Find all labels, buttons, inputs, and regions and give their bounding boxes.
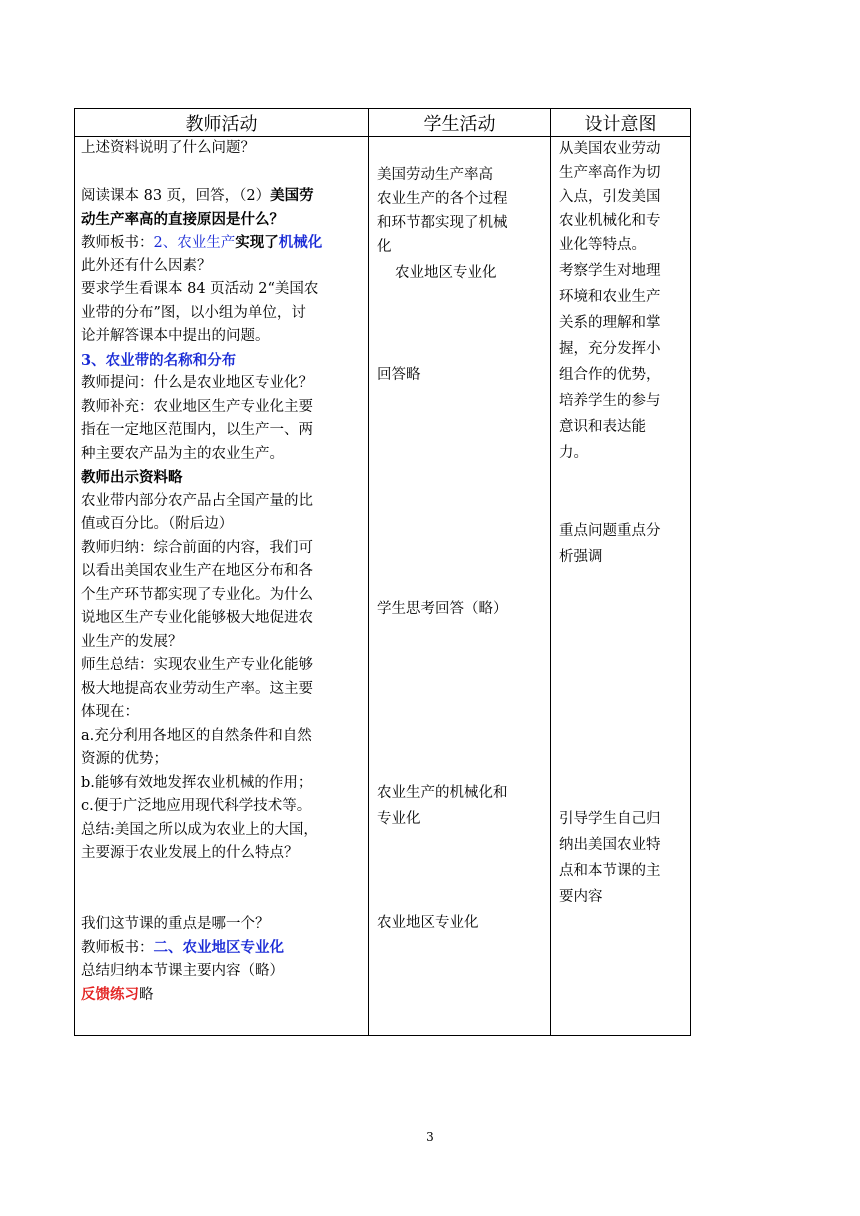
page-number: 3 <box>426 1130 434 1144</box>
student-line: 农业地区专业化 <box>377 915 479 931</box>
student-line: 农业生产的机械化和 <box>377 785 508 801</box>
teacher-line: 动生产率高的直接原因是什么？ <box>81 210 284 228</box>
teacher-line: 极大地提高农业劳动生产率。这主要 <box>81 680 313 697</box>
student-activity-cell <box>369 137 551 1036</box>
table-body-row <box>75 137 691 1036</box>
header-student-activity: 学生活动 <box>369 109 551 137</box>
teacher-line <box>81 184 364 208</box>
header-teacher-activity: 教师活动 <box>75 109 369 137</box>
lesson-plan-table <box>74 108 691 1036</box>
teacher-bold-text: 实现了 <box>235 234 279 251</box>
teacher-line: 总结:美国之所以成为农业上的大国， <box>81 821 318 838</box>
teacher-bold-text: 美国劳 <box>270 187 314 204</box>
teacher-line: 上述资料说明了什么问题？ <box>81 140 255 156</box>
teacher-line: 教师提问：什么是农业地区专业化？ <box>81 375 313 391</box>
teacher-line <box>81 983 364 1007</box>
student-line: 农业地区专业化 <box>395 265 497 281</box>
teacher-line: 教师归纳：综合前面的内容，我们可 <box>81 539 313 556</box>
intent-line: 考察学生对地理 <box>559 263 661 279</box>
intent-line: 农业机械化和专 <box>559 213 661 229</box>
teacher-activity-cell <box>75 137 369 1036</box>
intent-line: 组合作的优势， <box>559 367 661 383</box>
student-line: 学生思考回答（略） <box>377 601 508 617</box>
teacher-line: 以看出美国农业生产在地区分布和各 <box>81 563 313 579</box>
teacher-line: 个生产环节都实现了专业化。为什么 <box>81 586 313 603</box>
intent-line: 意识和表达能 <box>559 419 646 435</box>
teacher-line: 资源的优势； <box>81 751 168 767</box>
teacher-board-line <box>81 936 364 960</box>
intent-line: 生产率高作为切 <box>559 165 661 181</box>
teacher-line: 业生产的发展？ <box>81 633 183 650</box>
teacher-line: 教师补充：农业地区生产专业化主要 <box>81 398 313 415</box>
teacher-line: 业带的分布”图，以小组为单位，讨 <box>81 304 306 321</box>
teacher-line: b.能够有效地发挥农业机械的作用； <box>81 774 313 791</box>
intent-line: 入点，引发美国 <box>559 189 661 205</box>
teacher-line: 体现在： <box>81 704 139 720</box>
teacher-line: 此外还有什么因素？ <box>81 257 212 274</box>
teacher-line: 总结归纳本节课主要内容（略） <box>81 962 284 979</box>
board-heading-text: 二、农业地区专业化 <box>153 939 284 956</box>
teacher-line: 指在一定地区范围内，以生产一、两 <box>81 422 313 438</box>
feedback-label: 反馈练习 <box>81 986 139 1003</box>
teacher-text: 教师板书： <box>81 235 154 251</box>
board-keyword-text: 机械化 <box>278 234 323 251</box>
intent-line: 力。 <box>559 445 588 461</box>
intent-line: 业化等特点。 <box>559 237 646 253</box>
teacher-line: 论并解答课本中提出的问题。 <box>81 328 270 344</box>
intent-line: 要内容 <box>559 889 603 905</box>
intent-line: 纳出美国农业特 <box>559 837 661 853</box>
student-line: 农业生产的各个过程 <box>377 191 508 207</box>
intent-line: 从美国农业劳动 <box>559 141 661 157</box>
intent-line: 重点问题重点分 <box>559 523 661 539</box>
intent-line: 引导学生自己归 <box>559 811 661 827</box>
student-line: 回答略 <box>377 367 421 383</box>
intent-line: 关系的理解和掌 <box>559 315 661 331</box>
design-intent-cell <box>551 137 691 1036</box>
teacher-line: 教师出示资料略 <box>81 469 183 486</box>
teacher-line: a.充分利用各地区的自然条件和自然 <box>81 727 312 744</box>
teacher-line: 值或百分比。（附后边） <box>81 516 234 532</box>
student-line: 美国劳动生产率高 <box>377 167 493 183</box>
intent-line: 培养学生的参与 <box>559 393 661 409</box>
teacher-line: 农业带内部分农产品占全国产量的比 <box>81 492 313 509</box>
board-heading-text: 2、农业生产 <box>153 235 236 251</box>
teacher-line: 要求学生看课本 84 页活动 2“美国农 <box>81 281 319 297</box>
student-line: 专业化 <box>377 811 421 827</box>
intent-line: 握，充分发挥小 <box>559 341 661 357</box>
teacher-text: 教师板书： <box>81 940 154 956</box>
teacher-board-line <box>81 231 364 255</box>
teacher-line: 种主要农产品为主的农业生产。 <box>81 445 284 462</box>
teacher-text: 阅读课本 83 页，回答，（2） <box>81 188 271 204</box>
teacher-line: 说地区生产专业化能够极大地促进农 <box>81 610 313 626</box>
teacher-line: c.便于广泛地应用现代科学技术等。 <box>81 798 312 814</box>
intent-line: 点和本节课的主 <box>559 863 661 879</box>
intent-line: 析强调 <box>559 549 603 565</box>
teacher-line: 主要源于农业发展上的什么特点？ <box>81 845 299 861</box>
header-design-intent: 设计意图 <box>551 109 691 137</box>
teacher-text: 略 <box>139 987 154 1003</box>
section-heading: 3、农业带的名称和分布 <box>81 351 237 369</box>
table-header-row <box>75 109 691 137</box>
teacher-line: 我们这节课的重点是哪一个？ <box>81 915 270 932</box>
intent-line: 环境和农业生产 <box>559 289 661 305</box>
student-line: 化 <box>377 239 392 255</box>
teacher-line: 师生总结：实现农业生产专业化能够 <box>81 657 313 673</box>
student-line: 和环节都实现了机械 <box>377 215 508 231</box>
